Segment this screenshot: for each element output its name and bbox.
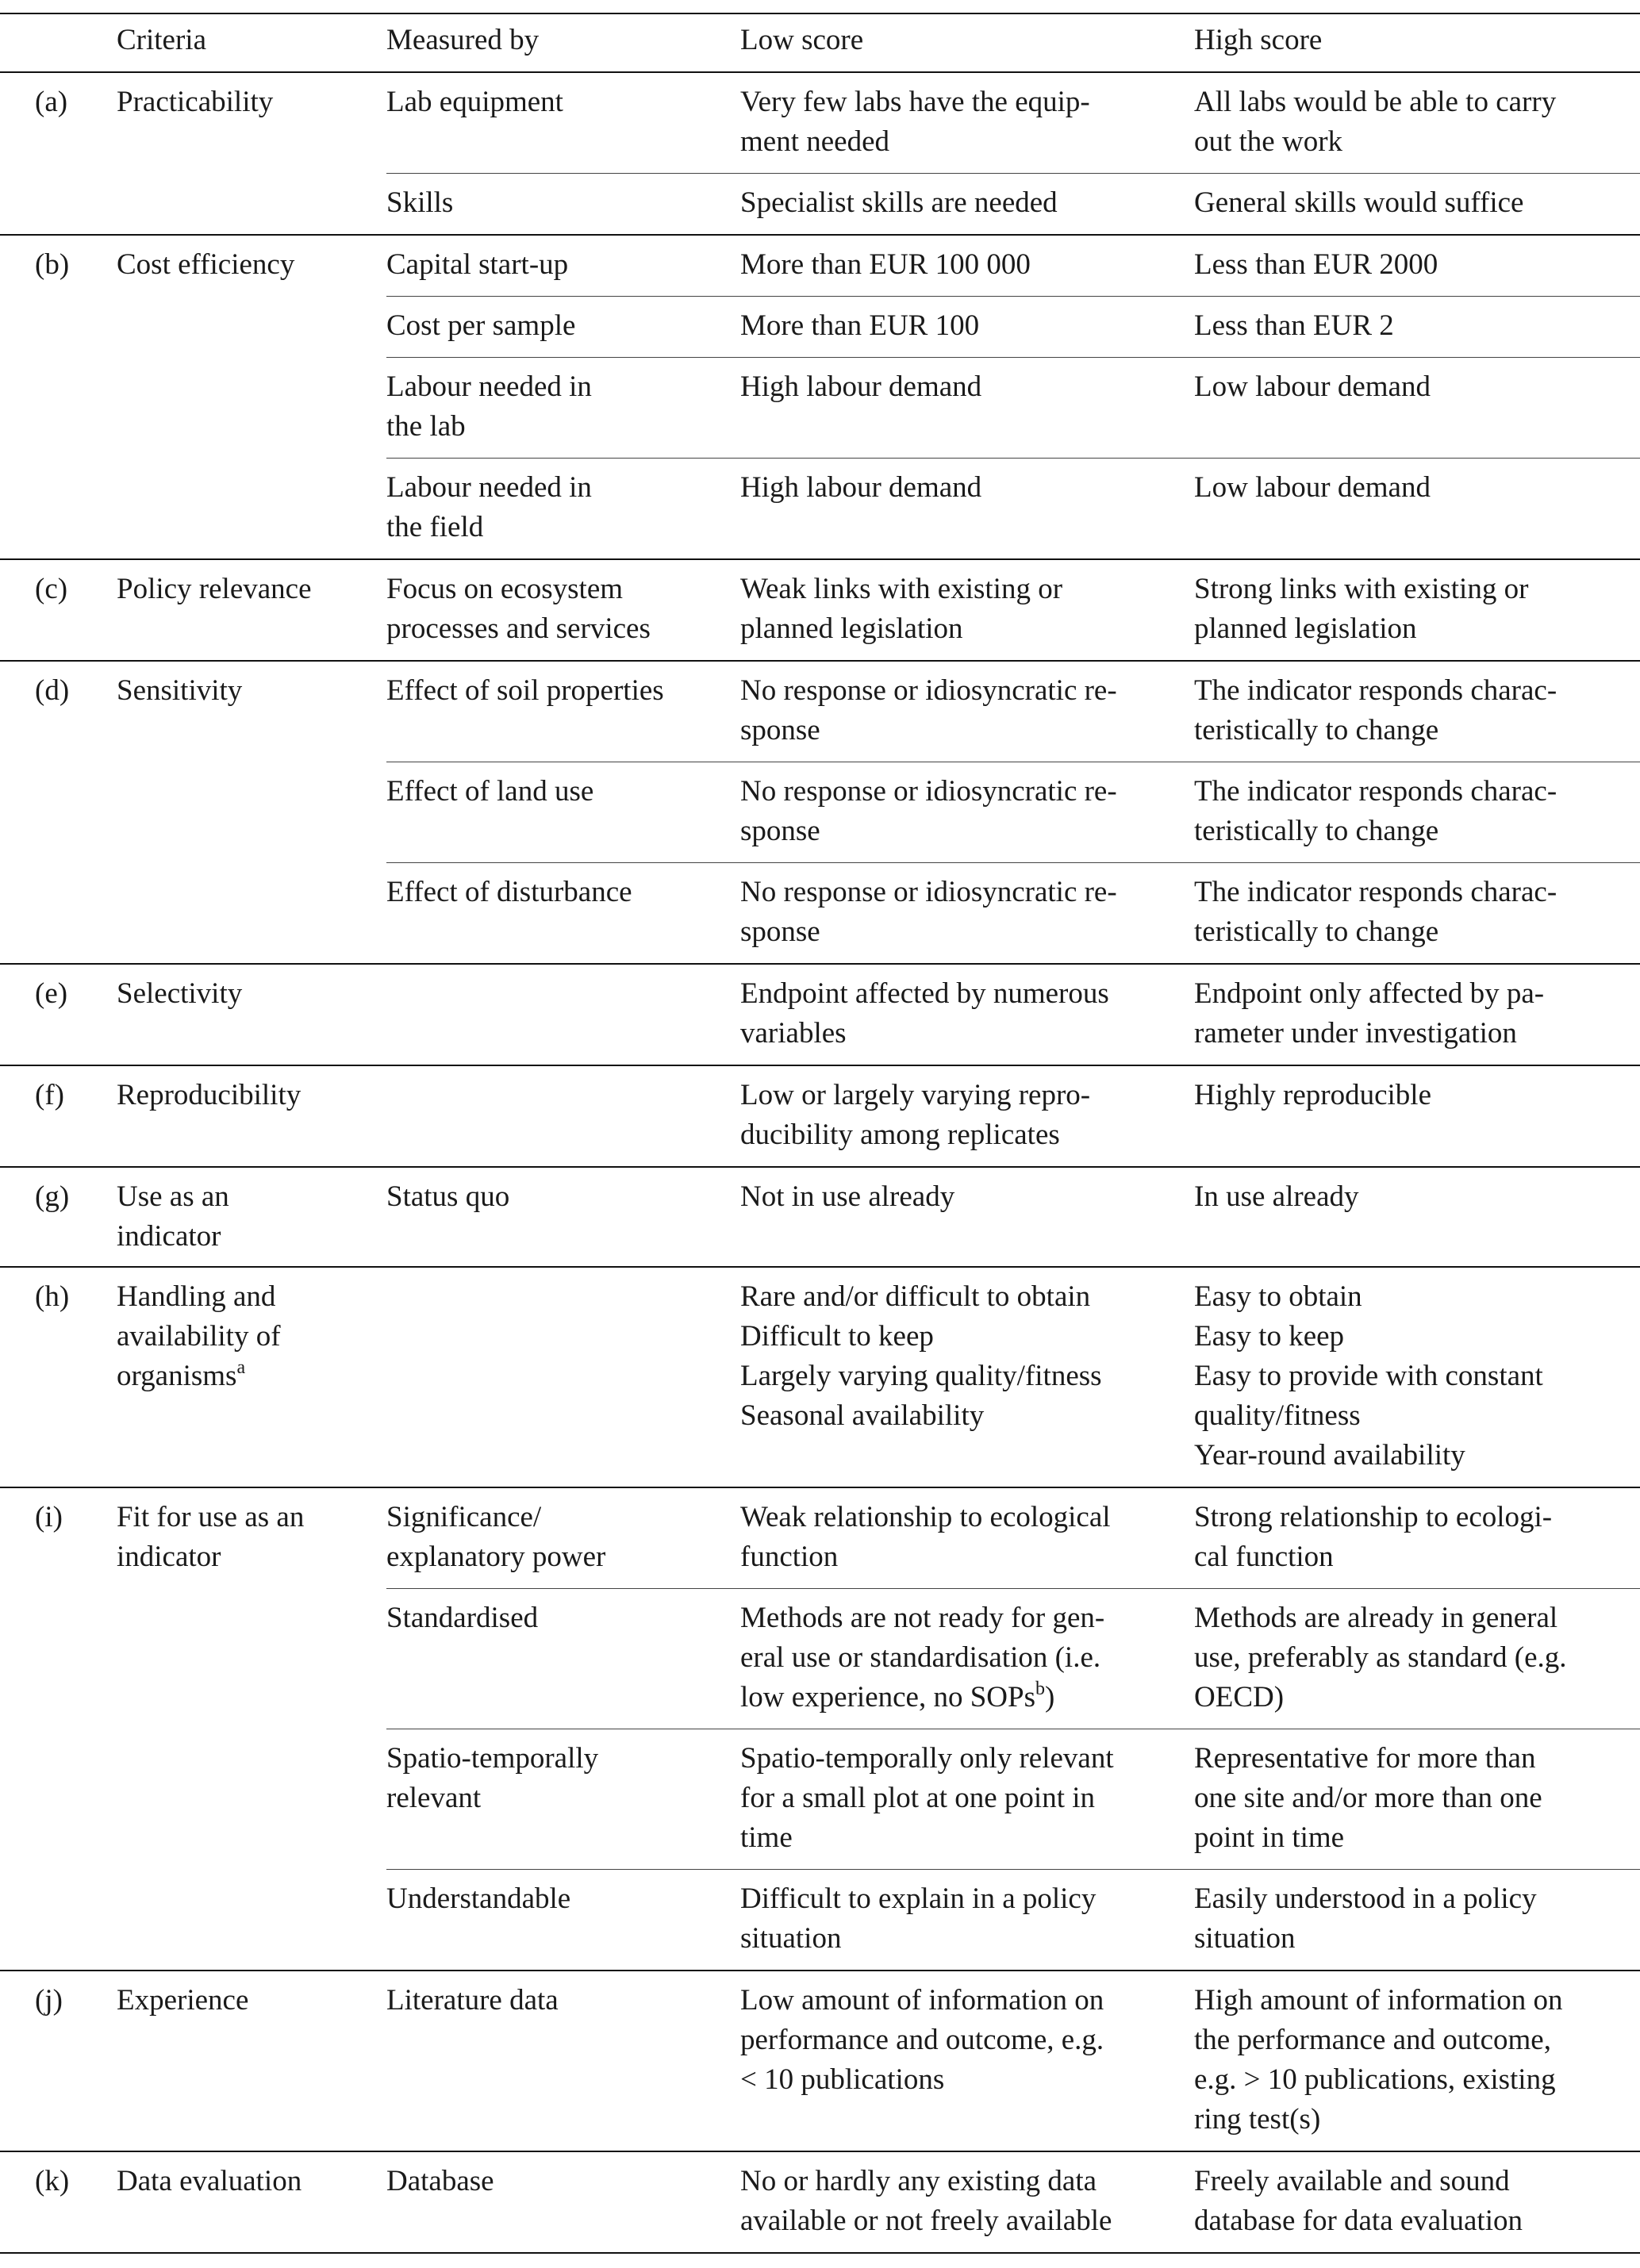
measured-by-line: processes and services xyxy=(386,612,651,645)
high-score-line: use, preferably as standard (e.g. xyxy=(1194,1641,1567,1674)
measured-by-cell xyxy=(386,762,740,862)
measured-by-line: Effect of soil properties xyxy=(386,674,664,707)
measured-by-cell xyxy=(386,358,740,458)
measured-by-line: Effect of land use xyxy=(386,775,594,808)
measured-by-line: Skills xyxy=(386,186,454,219)
measured-by-cell xyxy=(386,662,740,762)
high-score-line: The indicator responds charac- xyxy=(1194,674,1557,707)
criteria-id: (d) xyxy=(35,674,70,707)
high-score-line: Less than EUR 2000 xyxy=(1194,248,1438,281)
low-score-line: More than EUR 100 000 xyxy=(740,248,1031,281)
measured-by-cell xyxy=(386,236,740,296)
low-score-line: eral use or standardisation (i.e. xyxy=(740,1641,1101,1674)
high-score-line: Freely available and sound xyxy=(1194,2165,1510,2197)
criteria-name-line: Policy relevance xyxy=(117,573,312,605)
low-score-line: No response or idiosyncratic re- xyxy=(740,674,1117,707)
low-score-line: sponse xyxy=(740,915,820,948)
low-score-line: Methods are not ready for gen- xyxy=(740,1602,1105,1634)
high-score-line: Easy to keep xyxy=(1194,1320,1345,1353)
measured-by-line: Status quo xyxy=(386,1180,510,1213)
criteria-group xyxy=(0,1268,1640,1488)
high-score-line: Low labour demand xyxy=(1194,370,1431,403)
high-score-line: The indicator responds charac- xyxy=(1194,775,1557,808)
criteria-name xyxy=(117,1498,378,1577)
high-score-line: All labs would be able to carry xyxy=(1194,86,1557,118)
high-score-line: rameter under investigation xyxy=(1194,1017,1517,1050)
high-score-line: Less than EUR 2 xyxy=(1194,309,1394,342)
low-score-line: function xyxy=(740,1541,839,1573)
measured-by-cell xyxy=(386,1488,740,1588)
low-score-cell xyxy=(740,236,1194,296)
footnote-marker: a xyxy=(236,1357,246,1378)
low-score-cell xyxy=(740,459,1194,558)
low-score-cell xyxy=(740,863,1194,963)
measured-by-line: Understandable xyxy=(386,1882,571,1915)
measured-by-cell xyxy=(386,863,740,963)
measured-by-cell xyxy=(386,174,740,234)
criteria-name-line: Selectivity xyxy=(117,977,243,1010)
criteria-name-line: Sensitivity xyxy=(117,674,243,707)
low-score-line: ducibility among replicates xyxy=(740,1119,1060,1151)
measured-by-line: Labour needed in xyxy=(386,370,592,403)
table-row xyxy=(386,1268,1640,1487)
measured-by-line: Lab equipment xyxy=(386,86,563,118)
high-score-cell xyxy=(1194,174,1640,234)
table-row xyxy=(386,863,1640,963)
criteria-rows xyxy=(386,560,1640,660)
measured-by-line: Database xyxy=(386,2165,494,2197)
header-measured-by: Measured by xyxy=(386,24,540,56)
high-score-line: Strong relationship to ecologi- xyxy=(1194,1501,1553,1533)
high-score-line: e.g. > 10 publications, existing xyxy=(1194,2063,1556,2096)
high-score-cell xyxy=(1194,863,1640,963)
table-row xyxy=(386,297,1640,358)
measured-by-cell xyxy=(386,297,740,357)
measured-by-line: Labour needed in xyxy=(386,471,592,504)
criteria-table xyxy=(0,13,1640,2254)
low-score-line: Rare and/or difficult to obtain xyxy=(740,1280,1091,1313)
measured-by-cell xyxy=(386,73,740,173)
criteria-id: (a) xyxy=(35,86,68,118)
table-body xyxy=(0,73,1640,2254)
table-row xyxy=(386,1971,1640,2151)
low-score-cell xyxy=(740,965,1194,1065)
measured-by-line: the field xyxy=(386,511,484,543)
criteria-id: (e) xyxy=(35,977,68,1010)
criteria-name xyxy=(117,1177,378,1257)
high-score-line: the performance and outcome, xyxy=(1194,2024,1551,2056)
low-score-line: No or hardly any existing data xyxy=(740,2165,1097,2197)
criteria-id: (i) xyxy=(35,1501,63,1533)
table-header xyxy=(0,13,1640,73)
criteria-name-line: Practicability xyxy=(117,86,274,118)
measured-by-line: Capital start-up xyxy=(386,248,569,281)
high-score-line: cal function xyxy=(1194,1541,1334,1573)
high-score-line: Highly reproducible xyxy=(1194,1079,1431,1111)
criteria-name-line: indicator xyxy=(117,1541,221,1573)
low-score-cell xyxy=(740,1268,1194,1487)
high-score-cell xyxy=(1194,2152,1640,2252)
high-score-line: Year-round availability xyxy=(1194,1439,1465,1472)
high-score-cell xyxy=(1194,1066,1640,1166)
table-row xyxy=(386,1488,1640,1589)
criteria-name xyxy=(117,671,378,711)
measured-by-cell xyxy=(386,1589,740,1729)
high-score-line: ring test(s) xyxy=(1194,2103,1321,2136)
measured-by-cell xyxy=(386,1870,740,1970)
table-row xyxy=(386,358,1640,459)
criteria-id: (g) xyxy=(35,1180,70,1213)
table-row xyxy=(386,73,1640,174)
table-row xyxy=(386,236,1640,297)
criteria-group xyxy=(0,236,1640,560)
criteria-name-line: Handling and xyxy=(117,1280,276,1313)
table-row xyxy=(386,762,1640,863)
high-score-cell xyxy=(1194,662,1640,762)
criteria-rows xyxy=(386,965,1640,1065)
table-row xyxy=(386,174,1640,234)
criteria-name-line: Reproducibility xyxy=(117,1079,301,1111)
measured-by-cell xyxy=(386,1066,740,1166)
criteria-name xyxy=(117,2162,378,2201)
criteria-name-line: availability of xyxy=(117,1320,281,1353)
high-score-line: OECD) xyxy=(1194,1681,1285,1713)
low-score-line: planned legislation xyxy=(740,612,963,645)
measured-by-line: Cost per sample xyxy=(386,309,576,342)
low-score-cell xyxy=(740,1066,1194,1166)
measured-by-cell xyxy=(386,1168,740,1266)
low-score-line: Largely varying quality/fitness xyxy=(740,1360,1102,1392)
low-score-cell xyxy=(740,762,1194,862)
high-score-line: situation xyxy=(1194,1922,1296,1955)
criteria-group xyxy=(0,965,1640,1066)
low-score-cell xyxy=(740,1589,1194,1729)
criteria-rows xyxy=(386,73,1640,234)
low-score-line: Low or largely varying repro- xyxy=(740,1079,1091,1111)
criteria-name-line: Fit for use as an xyxy=(117,1501,305,1533)
high-score-line: Easy to provide with constant xyxy=(1194,1360,1543,1392)
measured-by-cell xyxy=(386,2152,740,2252)
criteria-name xyxy=(117,1076,378,1115)
low-score-cell xyxy=(740,2152,1194,2252)
high-score-line: Endpoint only affected by pa- xyxy=(1194,977,1545,1010)
high-score-line: point in time xyxy=(1194,1821,1345,1854)
low-score-cell xyxy=(740,358,1194,458)
table-row xyxy=(386,662,1640,762)
criteria-name xyxy=(117,570,378,609)
measured-by-line: explanatory power xyxy=(386,1541,606,1573)
measured-by-line: Significance/ xyxy=(386,1501,542,1533)
criteria-name-line: Data evaluation xyxy=(117,2165,302,2197)
high-score-cell xyxy=(1194,560,1640,660)
low-score-cell xyxy=(740,73,1194,173)
criteria-group xyxy=(0,1066,1640,1168)
measured-by-line: relevant xyxy=(386,1782,482,1814)
low-score-line: No response or idiosyncratic re- xyxy=(740,876,1117,908)
high-score-line: database for data evaluation xyxy=(1194,2205,1523,2237)
low-score-cell xyxy=(740,662,1194,762)
low-score-cell xyxy=(740,1168,1194,1266)
low-score-line: situation xyxy=(740,1922,842,1955)
measured-by-cell xyxy=(386,1268,740,1487)
criteria-rows xyxy=(386,2152,1640,2252)
criteria-name-line: organisms$^a$ xyxy=(117,1357,246,1392)
high-score-line: out the work xyxy=(1194,125,1343,158)
high-score-line: Easy to obtain xyxy=(1194,1280,1362,1313)
high-score-cell xyxy=(1194,1870,1640,1970)
criteria-id: (f) xyxy=(35,1079,64,1111)
low-score-line: performance and outcome, e.g. xyxy=(740,2024,1104,2056)
low-score-line: low experience, no SOPs$^b$) xyxy=(740,1679,1055,1713)
high-score-cell xyxy=(1194,1971,1640,2151)
table-row xyxy=(386,560,1640,660)
high-score-line: Strong links with existing or xyxy=(1194,573,1529,605)
criteria-group xyxy=(0,2152,1640,2254)
high-score-cell xyxy=(1194,73,1640,173)
criteria-rows xyxy=(386,1268,1640,1487)
low-score-line: Specialist skills are needed xyxy=(740,186,1058,219)
criteria-rows xyxy=(386,1488,1640,1970)
high-score-cell xyxy=(1194,236,1640,296)
low-score-line: time xyxy=(740,1821,793,1854)
low-score-cell xyxy=(740,1488,1194,1588)
table-row xyxy=(386,1066,1640,1166)
high-score-cell xyxy=(1194,297,1640,357)
table-row xyxy=(386,1168,1640,1266)
low-score-line: sponse xyxy=(740,714,820,746)
high-score-cell xyxy=(1194,965,1640,1065)
high-score-cell xyxy=(1194,1729,1640,1869)
low-score-cell xyxy=(740,560,1194,660)
low-score-line: More than EUR 100 xyxy=(740,309,980,342)
table-row xyxy=(386,1589,1640,1729)
high-score-cell xyxy=(1194,1168,1640,1266)
criteria-group xyxy=(0,1488,1640,1971)
criteria-id: (b) xyxy=(35,248,70,281)
table-row xyxy=(386,1729,1640,1870)
high-score-cell xyxy=(1194,1488,1640,1588)
high-score-line: one site and/or more than one xyxy=(1194,1782,1542,1814)
criteria-name xyxy=(117,1981,378,2020)
criteria-rows xyxy=(386,1066,1640,1166)
criteria-name-line: indicator xyxy=(117,1220,221,1253)
table-row xyxy=(386,1870,1640,1970)
header-high-score: High score xyxy=(1194,24,1323,56)
measured-by-line: Standardised xyxy=(386,1602,539,1634)
footnote-marker: b xyxy=(1035,1679,1045,1699)
high-score-line: Representative for more than xyxy=(1194,1742,1536,1775)
measured-by-cell xyxy=(386,965,740,1065)
low-score-line: Spatio-temporally only relevant xyxy=(740,1742,1114,1775)
low-score-cell xyxy=(740,1729,1194,1869)
low-score-line: No response or idiosyncratic re- xyxy=(740,775,1117,808)
low-score-line: High labour demand xyxy=(740,471,982,504)
criteria-group xyxy=(0,662,1640,965)
high-score-line: teristically to change xyxy=(1194,815,1439,847)
criteria-id: (j) xyxy=(35,1984,63,2017)
high-score-line: Low labour demand xyxy=(1194,471,1431,504)
high-score-cell xyxy=(1194,1268,1640,1487)
measured-by-line: the lab xyxy=(386,410,466,443)
high-score-line: planned legislation xyxy=(1194,612,1417,645)
low-score-line: for a small plot at one point in xyxy=(740,1782,1095,1814)
low-score-line: available or not freely available xyxy=(740,2205,1112,2237)
criteria-name-line: Cost efficiency xyxy=(117,248,295,281)
low-score-cell xyxy=(740,174,1194,234)
top-rule xyxy=(0,13,1640,14)
low-score-line: ment needed xyxy=(740,125,889,158)
criteria-rows xyxy=(386,236,1640,558)
criteria-name xyxy=(117,974,378,1014)
high-score-line: quality/fitness xyxy=(1194,1399,1361,1432)
measured-by-line: Effect of disturbance xyxy=(386,876,632,908)
header-low-score: Low score xyxy=(740,24,864,56)
low-score-cell xyxy=(740,297,1194,357)
criteria-name xyxy=(117,1277,378,1396)
low-score-line: High labour demand xyxy=(740,370,982,403)
measured-by-line: Literature data xyxy=(386,1984,559,2017)
high-score-line: High amount of information on xyxy=(1194,1984,1563,2017)
header-id xyxy=(0,13,117,71)
criteria-id: (h) xyxy=(35,1280,70,1313)
criteria-name-line: Experience xyxy=(117,1984,249,2017)
criteria-name-line: Use as an xyxy=(117,1180,229,1213)
low-score-line: Low amount of information on xyxy=(740,1984,1104,2017)
low-score-line: Seasonal availability xyxy=(740,1399,985,1432)
measured-by-cell xyxy=(386,459,740,558)
criteria-name xyxy=(117,245,378,285)
low-score-line: variables xyxy=(740,1017,847,1050)
criteria-rows xyxy=(386,1168,1640,1266)
table-row xyxy=(386,965,1640,1065)
low-score-line: Endpoint affected by numerous xyxy=(740,977,1109,1010)
header-criteria: Criteria xyxy=(117,24,207,56)
high-score-cell xyxy=(1194,358,1640,458)
low-score-line: < 10 publications xyxy=(740,2063,945,2096)
low-score-line: Weak links with existing or xyxy=(740,573,1063,605)
measured-by-cell xyxy=(386,560,740,660)
high-score-line: General skills would suffice xyxy=(1194,186,1524,219)
criteria-group xyxy=(0,1971,1640,2152)
low-score-line: Weak relationship to ecological xyxy=(740,1501,1111,1533)
measured-by-line: Spatio-temporally xyxy=(386,1742,599,1775)
low-score-cell xyxy=(740,1971,1194,2151)
high-score-cell xyxy=(1194,459,1640,558)
high-score-cell xyxy=(1194,1589,1640,1729)
high-score-line: teristically to change xyxy=(1194,714,1439,746)
high-score-line: Easily understood in a policy xyxy=(1194,1882,1537,1915)
measured-by-line: Focus on ecosystem xyxy=(386,573,624,605)
criteria-id: (k) xyxy=(35,2165,70,2197)
measured-by-cell xyxy=(386,1971,740,2151)
table-row xyxy=(386,2152,1640,2252)
criteria-group xyxy=(0,1168,1640,1268)
table-row xyxy=(386,459,1640,558)
criteria-id: (c) xyxy=(35,573,68,605)
low-score-line: sponse xyxy=(740,815,820,847)
measured-by-cell xyxy=(386,1729,740,1869)
low-score-cell xyxy=(740,1870,1194,1970)
high-score-line: teristically to change xyxy=(1194,915,1439,948)
criteria-name xyxy=(117,83,378,122)
criteria-rows xyxy=(386,662,1640,963)
high-score-line: Methods are already in general xyxy=(1194,1602,1558,1634)
high-score-line: In use already xyxy=(1194,1180,1359,1213)
low-score-line: Very few labs have the equip- xyxy=(740,86,1090,118)
high-score-cell xyxy=(1194,762,1640,862)
criteria-group xyxy=(0,73,1640,236)
criteria-rows xyxy=(386,1971,1640,2151)
low-score-line: Difficult to explain in a policy xyxy=(740,1882,1097,1915)
criteria-group xyxy=(0,560,1640,662)
low-score-line: Difficult to keep xyxy=(740,1320,934,1353)
high-score-line: The indicator responds charac- xyxy=(1194,876,1557,908)
low-score-line: Not in use already xyxy=(740,1180,955,1213)
